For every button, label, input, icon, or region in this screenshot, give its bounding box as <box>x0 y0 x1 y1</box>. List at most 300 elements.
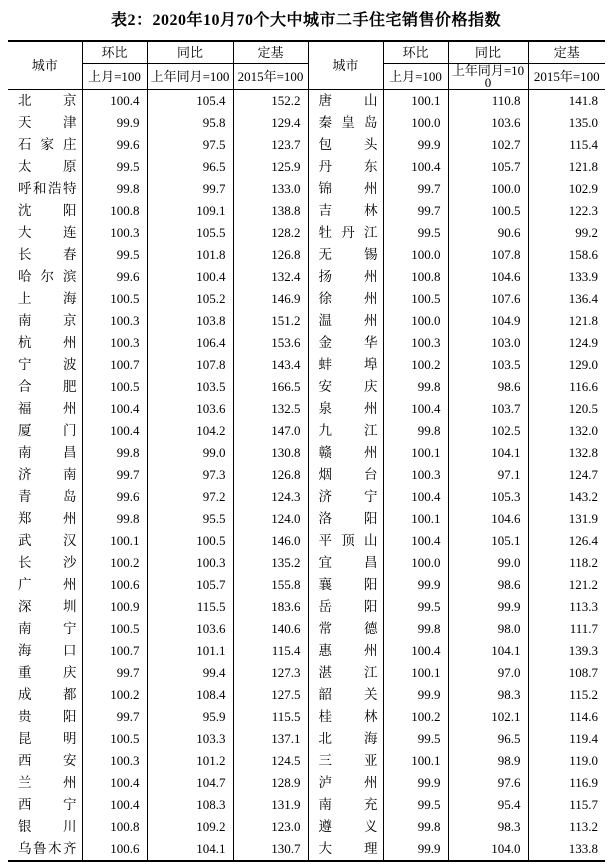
fixed-base-index-left: 140.6 <box>233 618 308 640</box>
fixed-base-index-left: 151.2 <box>233 310 308 332</box>
city-name-left: 银川 <box>18 819 77 834</box>
fixed-base-index-right: 116.6 <box>528 376 605 398</box>
mom-index-right: 99.5 <box>383 596 448 618</box>
city-name-left: 合肥 <box>18 379 77 394</box>
yoy-index-left: 103.3 <box>147 728 233 750</box>
yoy-index-right: 102.7 <box>448 134 528 156</box>
fixed-base-index-left: 129.4 <box>233 112 308 134</box>
table-row <box>8 376 605 398</box>
city-name-left: 宁波 <box>18 357 77 372</box>
mom-index-left: 100.3 <box>82 332 147 354</box>
fixed-base-index-right: 115.2 <box>528 684 605 706</box>
fixed-base-index-left: 124.5 <box>233 750 308 772</box>
city-name-right: 惠州 <box>308 640 383 662</box>
fixed-base-index-right: 111.7 <box>528 618 605 640</box>
mom-index-right: 100.0 <box>383 112 448 134</box>
mom-index-right: 100.4 <box>383 640 448 662</box>
table-row <box>8 310 605 332</box>
mom-index-right: 100.4 <box>383 398 448 420</box>
table-row <box>8 684 605 706</box>
table-row <box>8 266 605 288</box>
mom-index-right: 100.2 <box>383 706 448 728</box>
fixed-base-index-right: 113.3 <box>528 596 605 618</box>
yoy-index-right: 105.7 <box>448 156 528 178</box>
city-name-left: 重庆 <box>18 665 77 680</box>
city-name-left: 长春 <box>18 247 77 262</box>
mom-index-left: 100.5 <box>82 376 147 398</box>
city-name-left: 郑州 <box>18 511 77 526</box>
city-name-left: 南京 <box>18 313 77 328</box>
table-row <box>8 508 605 530</box>
mom-index-right: 100.8 <box>383 266 448 288</box>
yoy-index-right: 95.4 <box>448 794 528 816</box>
city-name-left: 呼和浩特 <box>18 181 77 196</box>
mom-index-right: 99.7 <box>383 178 448 200</box>
yoy-index-right: 98.9 <box>448 750 528 772</box>
mom-index-right: 100.1 <box>383 508 448 530</box>
mom-index-left: 99.6 <box>82 486 147 508</box>
city-name-left: 西安 <box>18 753 77 768</box>
fixed-base-index-right: 116.9 <box>528 772 605 794</box>
yoy-index-right: 105.1 <box>448 530 528 552</box>
city-name-left: 哈尔滨 <box>18 269 77 284</box>
yoy-index-right: 97.1 <box>448 464 528 486</box>
city-name-right: 韶关 <box>308 684 383 706</box>
mom-index-left: 100.4 <box>82 794 147 816</box>
fixed-base-index-left: 126.8 <box>233 464 308 486</box>
city-name-right: 徐州 <box>308 288 383 310</box>
fixed-base-index-right: 131.9 <box>528 508 605 530</box>
yoy-index-left: 95.8 <box>147 112 233 134</box>
city-name-left: 大连 <box>18 225 77 240</box>
mom-index-left: 99.8 <box>82 442 147 464</box>
yoy-index-left: 103.8 <box>147 310 233 332</box>
fixed-base-index-left: 137.1 <box>233 728 308 750</box>
yoy-index-right: 103.6 <box>448 112 528 134</box>
header-fixed-base-right: 2015年=100 <box>528 64 605 90</box>
table-row <box>8 618 605 640</box>
fixed-base-index-right: 158.6 <box>528 244 605 266</box>
yoy-index-left: 101.8 <box>147 244 233 266</box>
table-header <box>8 41 605 90</box>
mom-index-right: 99.8 <box>383 618 448 640</box>
city-name-right: 北海 <box>308 728 383 750</box>
fixed-base-index-right: 129.0 <box>528 354 605 376</box>
fixed-base-index-left: 123.7 <box>233 134 308 156</box>
fixed-base-index-left: 124.0 <box>233 508 308 530</box>
city-name-right: 扬州 <box>308 266 383 288</box>
fixed-base-index-right: 143.2 <box>528 486 605 508</box>
fixed-base-index-right: 135.0 <box>528 112 605 134</box>
header-yoy-base-right: 上年同月=100 <box>448 64 528 90</box>
yoy-index-left: 99.7 <box>147 178 233 200</box>
yoy-index-left: 115.5 <box>147 596 233 618</box>
mom-index-left: 100.1 <box>82 530 147 552</box>
fixed-base-index-right: 118.2 <box>528 552 605 574</box>
yoy-index-left: 103.6 <box>147 618 233 640</box>
fixed-base-index-right: 133.9 <box>528 266 605 288</box>
city-name-left: 天津 <box>18 115 77 130</box>
yoy-index-left: 103.6 <box>147 398 233 420</box>
yoy-index-left: 97.5 <box>147 134 233 156</box>
mom-index-left: 100.4 <box>82 90 147 113</box>
fixed-base-index-left: 143.4 <box>233 354 308 376</box>
yoy-index-right: 107.8 <box>448 244 528 266</box>
fixed-base-index-left: 131.9 <box>233 794 308 816</box>
mom-index-right: 100.0 <box>383 244 448 266</box>
fixed-base-index-right: 139.3 <box>528 640 605 662</box>
yoy-index-right: 102.1 <box>448 706 528 728</box>
city-name-right: 丹东 <box>308 156 383 178</box>
yoy-index-right: 104.9 <box>448 310 528 332</box>
city-name-left: 南宁 <box>18 621 77 636</box>
fixed-base-index-right: 124.9 <box>528 332 605 354</box>
yoy-index-left: 99.4 <box>147 662 233 684</box>
fixed-base-index-right: 133.8 <box>528 838 605 861</box>
header-fixed-right: 定基 <box>528 41 605 64</box>
fixed-base-index-right: 122.3 <box>528 200 605 222</box>
city-name-left: 济南 <box>18 467 77 482</box>
fixed-base-index-left: 115.5 <box>233 706 308 728</box>
table-row <box>8 156 605 178</box>
mom-index-right: 99.8 <box>383 376 448 398</box>
city-name-left: 昆明 <box>18 731 77 746</box>
mom-index-left: 100.2 <box>82 552 147 574</box>
table-body <box>8 90 605 862</box>
mom-index-right: 100.0 <box>383 552 448 574</box>
city-name-left: 沈阳 <box>18 203 77 218</box>
table-row <box>8 134 605 156</box>
mom-index-left: 99.7 <box>82 662 147 684</box>
yoy-index-right: 102.5 <box>448 420 528 442</box>
mom-index-left: 100.3 <box>82 222 147 244</box>
city-name-right: 安庆 <box>308 376 383 398</box>
city-name-left: 西宁 <box>18 797 77 812</box>
mom-index-left: 100.5 <box>82 728 147 750</box>
mom-index-left: 100.8 <box>82 816 147 838</box>
header-yoy-right: 同比 <box>448 41 528 64</box>
yoy-index-right: 99.9 <box>448 596 528 618</box>
yoy-index-left: 97.3 <box>147 464 233 486</box>
fixed-base-index-left: 138.8 <box>233 200 308 222</box>
mom-index-right: 100.0 <box>383 310 448 332</box>
fixed-base-index-left: 126.8 <box>233 244 308 266</box>
header-yoy-base-left: 上年同月=100 <box>147 64 233 90</box>
mom-index-left: 100.9 <box>82 596 147 618</box>
yoy-index-left: 101.2 <box>147 750 233 772</box>
yoy-index-left: 108.3 <box>147 794 233 816</box>
yoy-index-right: 103.0 <box>448 332 528 354</box>
fixed-base-index-right: 119.4 <box>528 728 605 750</box>
table-row <box>8 552 605 574</box>
mom-index-right: 99.9 <box>383 772 448 794</box>
header-mom-base-right: 上月=100 <box>383 64 448 90</box>
mom-index-right: 100.2 <box>383 354 448 376</box>
fixed-base-index-right: 126.4 <box>528 530 605 552</box>
table-row <box>8 750 605 772</box>
table-row <box>8 596 605 618</box>
city-name-right: 三亚 <box>308 750 383 772</box>
header-city-left: 城市 <box>8 41 82 90</box>
city-name-left: 厦门 <box>18 423 77 438</box>
city-name-right: 牡丹江 <box>308 222 383 244</box>
fixed-base-index-left: 115.4 <box>233 640 308 662</box>
yoy-index-right: 98.6 <box>448 376 528 398</box>
city-name-right: 包头 <box>308 134 383 156</box>
price-index-table <box>8 40 605 862</box>
table-row <box>8 486 605 508</box>
mom-index-right: 100.5 <box>383 288 448 310</box>
city-name-left: 海口 <box>18 643 77 658</box>
mom-index-left: 100.3 <box>82 750 147 772</box>
table-row <box>8 838 605 861</box>
mom-index-left: 99.7 <box>82 706 147 728</box>
city-name-left: 南昌 <box>18 445 77 460</box>
city-name-right: 襄阳 <box>308 574 383 596</box>
city-name-right: 常德 <box>308 618 383 640</box>
yoy-index-left: 105.7 <box>147 574 233 596</box>
yoy-index-right: 104.6 <box>448 508 528 530</box>
yoy-index-right: 104.1 <box>448 442 528 464</box>
city-name-right: 洛阳 <box>308 508 383 530</box>
fixed-base-index-right: 114.6 <box>528 706 605 728</box>
header-fixed-left: 定基 <box>233 41 308 64</box>
mom-index-left: 100.5 <box>82 288 147 310</box>
mom-index-left: 100.6 <box>82 574 147 596</box>
fixed-base-index-left: 132.5 <box>233 398 308 420</box>
city-name-right: 大理 <box>308 838 383 861</box>
city-name-right: 宜昌 <box>308 552 383 574</box>
mom-index-left: 99.6 <box>82 266 147 288</box>
table-row <box>8 662 605 684</box>
mom-index-right: 99.8 <box>383 816 448 838</box>
city-name-right: 遵义 <box>308 816 383 838</box>
city-name-left: 石家庄 <box>18 137 77 152</box>
table-row <box>8 288 605 310</box>
yoy-index-left: 95.5 <box>147 508 233 530</box>
yoy-index-right: 103.5 <box>448 354 528 376</box>
fixed-base-index-left: 130.8 <box>233 442 308 464</box>
yoy-index-left: 105.2 <box>147 288 233 310</box>
mom-index-left: 100.3 <box>82 310 147 332</box>
table-row <box>8 354 605 376</box>
fixed-base-index-left: 130.7 <box>233 838 308 861</box>
yoy-index-left: 100.5 <box>147 530 233 552</box>
city-name-left: 杭州 <box>18 335 77 350</box>
mom-index-left: 100.7 <box>82 640 147 662</box>
fixed-base-index-left: 125.9 <box>233 156 308 178</box>
mom-index-left: 99.5 <box>82 156 147 178</box>
mom-index-left: 100.4 <box>82 420 147 442</box>
fixed-base-index-right: 120.5 <box>528 398 605 420</box>
city-name-right: 岳阳 <box>308 596 383 618</box>
mom-index-left: 99.8 <box>82 178 147 200</box>
yoy-index-left: 97.2 <box>147 486 233 508</box>
city-name-right: 温州 <box>308 310 383 332</box>
yoy-index-left: 109.2 <box>147 816 233 838</box>
fixed-base-index-right: 121.8 <box>528 156 605 178</box>
table-row <box>8 178 605 200</box>
city-name-right: 蚌埠 <box>308 354 383 376</box>
mom-index-left: 99.9 <box>82 112 147 134</box>
mom-index-right: 99.9 <box>383 684 448 706</box>
header-yoy-left: 同比 <box>147 41 233 64</box>
mom-index-right: 100.1 <box>383 90 448 113</box>
mom-index-right: 99.8 <box>383 420 448 442</box>
fixed-base-index-left: 123.0 <box>233 816 308 838</box>
header-mom-base-left: 上月=100 <box>82 64 147 90</box>
fixed-base-index-left: 128.9 <box>233 772 308 794</box>
yoy-index-right: 99.0 <box>448 552 528 574</box>
mom-index-right: 100.3 <box>383 332 448 354</box>
yoy-index-left: 106.4 <box>147 332 233 354</box>
fixed-base-index-right: 115.7 <box>528 794 605 816</box>
mom-index-right: 100.1 <box>383 662 448 684</box>
mom-index-right: 99.9 <box>383 574 448 596</box>
fixed-base-index-left: 153.6 <box>233 332 308 354</box>
mom-index-left: 100.4 <box>82 398 147 420</box>
mom-index-right: 99.5 <box>383 728 448 750</box>
city-name-left: 广州 <box>18 577 77 592</box>
mom-index-left: 99.7 <box>82 464 147 486</box>
header-mom-left: 环比 <box>82 41 147 64</box>
city-name-right: 南充 <box>308 794 383 816</box>
yoy-index-right: 104.6 <box>448 266 528 288</box>
fixed-base-index-left: 152.2 <box>233 90 308 113</box>
yoy-index-right: 100.5 <box>448 200 528 222</box>
mom-index-right: 99.7 <box>383 200 448 222</box>
yoy-index-right: 97.0 <box>448 662 528 684</box>
table-row <box>8 200 605 222</box>
fixed-base-index-left: 135.2 <box>233 552 308 574</box>
city-name-left: 成都 <box>18 687 77 702</box>
table-row <box>8 706 605 728</box>
fixed-base-index-right: 115.4 <box>528 134 605 156</box>
fixed-base-index-right: 132.0 <box>528 420 605 442</box>
yoy-index-right: 105.3 <box>448 486 528 508</box>
city-name-left: 福州 <box>18 401 77 416</box>
mom-index-left: 100.4 <box>82 772 147 794</box>
table-row <box>8 794 605 816</box>
city-name-left: 深圳 <box>18 599 77 614</box>
fixed-base-index-right: 119.0 <box>528 750 605 772</box>
yoy-index-left: 109.1 <box>147 200 233 222</box>
city-name-left: 太原 <box>18 159 77 174</box>
yoy-index-right: 98.3 <box>448 684 528 706</box>
city-name-left: 北京 <box>18 93 77 108</box>
yoy-index-left: 108.4 <box>147 684 233 706</box>
mom-index-right: 99.9 <box>383 134 448 156</box>
table-row <box>8 398 605 420</box>
fixed-base-index-left: 147.0 <box>233 420 308 442</box>
mom-index-right: 100.3 <box>383 464 448 486</box>
fixed-base-index-left: 127.5 <box>233 684 308 706</box>
header-fixed-base-left: 2015年=100 <box>233 64 308 90</box>
table-row <box>8 640 605 662</box>
city-name-right: 济宁 <box>308 486 383 508</box>
city-name-left: 长沙 <box>18 555 77 570</box>
fixed-base-index-right: 136.4 <box>528 288 605 310</box>
yoy-index-right: 98.6 <box>448 574 528 596</box>
yoy-index-right: 96.5 <box>448 728 528 750</box>
table-row <box>8 772 605 794</box>
city-name-right: 泸州 <box>308 772 383 794</box>
yoy-index-right: 103.7 <box>448 398 528 420</box>
mom-index-left: 100.2 <box>82 684 147 706</box>
table-row <box>8 112 605 134</box>
table-row <box>8 90 605 113</box>
city-name-right: 吉林 <box>308 200 383 222</box>
city-name-left: 贵阳 <box>18 709 77 724</box>
yoy-index-left: 103.5 <box>147 376 233 398</box>
table-row <box>8 222 605 244</box>
mom-index-right: 99.5 <box>383 794 448 816</box>
city-name-right: 烟台 <box>308 464 383 486</box>
city-name-left: 兰州 <box>18 775 77 790</box>
mom-index-right: 100.4 <box>383 156 448 178</box>
header-city-right: 城市 <box>308 41 383 90</box>
table-row <box>8 530 605 552</box>
table-row <box>8 574 605 596</box>
yoy-index-left: 104.2 <box>147 420 233 442</box>
yoy-index-right: 90.6 <box>448 222 528 244</box>
table-row <box>8 442 605 464</box>
fixed-base-index-right: 141.8 <box>528 90 605 113</box>
city-name-left: 乌鲁木齐 <box>18 841 77 856</box>
fixed-base-index-left: 128.2 <box>233 222 308 244</box>
yoy-index-left: 104.1 <box>147 838 233 861</box>
yoy-index-left: 104.7 <box>147 772 233 794</box>
fixed-base-index-right: 113.2 <box>528 816 605 838</box>
fixed-base-index-left: 124.3 <box>233 486 308 508</box>
table-title: 表2：2020年10月70个大中城市二手住宅销售价格指数 <box>110 12 501 29</box>
city-name-right: 金华 <box>308 332 383 354</box>
yoy-index-left: 100.4 <box>147 266 233 288</box>
mom-index-left: 99.8 <box>82 508 147 530</box>
mom-index-left: 100.5 <box>82 618 147 640</box>
city-name-right: 秦皇岛 <box>308 112 383 134</box>
fixed-base-index-left: 166.5 <box>233 376 308 398</box>
city-name-right: 桂林 <box>308 706 383 728</box>
yoy-index-right: 104.1 <box>448 640 528 662</box>
yoy-index-left: 99.0 <box>147 442 233 464</box>
city-name-right: 泉州 <box>308 398 383 420</box>
mom-index-right: 99.9 <box>383 838 448 861</box>
mom-index-left: 99.5 <box>82 244 147 266</box>
yoy-index-left: 96.5 <box>147 156 233 178</box>
yoy-index-right: 100.0 <box>448 178 528 200</box>
mom-index-right: 100.4 <box>383 486 448 508</box>
table-row <box>8 728 605 750</box>
yoy-index-right: 107.6 <box>448 288 528 310</box>
yoy-index-right: 110.8 <box>448 90 528 113</box>
yoy-index-right: 98.3 <box>448 816 528 838</box>
city-name-right: 九江 <box>308 420 383 442</box>
fixed-base-index-right: 132.8 <box>528 442 605 464</box>
mom-index-right: 99.5 <box>383 222 448 244</box>
yoy-index-right: 98.0 <box>448 618 528 640</box>
city-name-right: 锦州 <box>308 178 383 200</box>
mom-index-right: 100.1 <box>383 442 448 464</box>
yoy-index-left: 107.8 <box>147 354 233 376</box>
city-name-right: 无锡 <box>308 244 383 266</box>
table-row <box>8 244 605 266</box>
fixed-base-index-left: 155.8 <box>233 574 308 596</box>
header-mom-right: 环比 <box>383 41 448 64</box>
fixed-base-index-left: 133.0 <box>233 178 308 200</box>
mom-index-left: 100.6 <box>82 838 147 861</box>
city-name-left: 武汉 <box>18 533 77 548</box>
